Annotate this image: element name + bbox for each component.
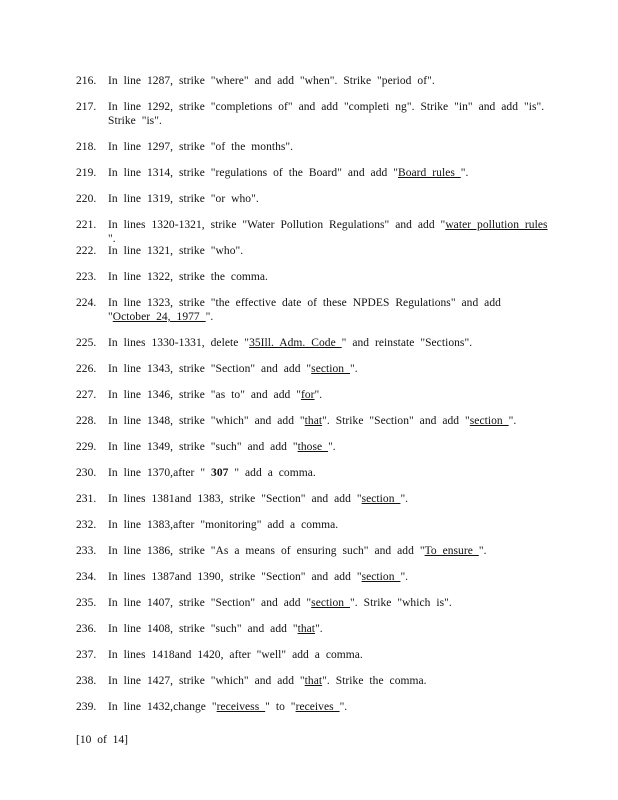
item-text	[108, 414, 548, 428]
item-number: 222.	[76, 245, 97, 257]
bold-reference: 307	[211, 467, 229, 479]
item-text-segment: ".	[314, 389, 323, 401]
item-number: 219.	[76, 167, 97, 179]
underlined-insertion: section	[311, 597, 351, 609]
item-text-segment: In line 1297, strike "of the months".	[108, 141, 294, 153]
item-text-segment: In line 1349, strike "such" and add "	[108, 441, 298, 453]
item-text-segment: ".	[315, 623, 323, 635]
underlined-insertion: Board rules	[397, 167, 461, 179]
item-text	[108, 466, 548, 480]
item-number: 227.	[76, 389, 97, 401]
item-number: 221.	[76, 219, 97, 231]
item-text-segment: ".	[350, 363, 358, 375]
item-number: 216.	[76, 75, 97, 87]
item-text-segment: In line 1321, strike "who".	[108, 245, 244, 257]
item-text	[108, 388, 548, 402]
item-text-segment: " add a comma.	[228, 467, 316, 479]
underlined-insertion: receivess	[216, 701, 266, 713]
item-number: 233.	[76, 545, 97, 557]
item-number: 232.	[76, 519, 97, 531]
item-number: 235.	[76, 597, 97, 609]
underlined-insertion: that	[304, 675, 323, 687]
underlined-insertion: October 24, 1977	[112, 311, 206, 323]
item-text-segment: In lines 1418and 1420, after "well" add a comma.	[108, 649, 363, 661]
item-number: 238.	[76, 675, 97, 687]
item-text-segment: ".	[328, 441, 336, 453]
item-text	[108, 596, 548, 610]
item-text-segment: ".	[508, 415, 517, 427]
item-text	[108, 570, 548, 584]
item-text-segment: ".	[400, 493, 409, 505]
item-text-segment: ".	[400, 571, 409, 583]
item-text	[108, 362, 548, 376]
underlined-insertion: that	[297, 623, 316, 635]
item-text-segment: ".	[478, 545, 487, 557]
item-text	[108, 622, 548, 636]
item-text-segment: In line 1319, strike "or who".	[108, 193, 259, 205]
item-number: 220.	[76, 193, 97, 205]
underlined-insertion: those	[297, 441, 329, 453]
item-text-segment: In line 1314, strike "regulations of the Board" and add "	[108, 167, 398, 179]
item-text	[108, 336, 548, 350]
item-text	[108, 218, 548, 246]
item-number: 217.	[76, 101, 97, 113]
item-number: 231.	[76, 493, 97, 505]
underlined-insertion: that	[304, 415, 323, 427]
item-text	[108, 700, 548, 714]
item-text-segment: In line 1322, strike the comma.	[108, 271, 268, 283]
item-text-segment: In line 1386, strike "As a means of ensuring such" and add "	[108, 545, 425, 557]
item-text-segment: In line 1292, strike "completions of" and add "completi ng". Strike "in" and add "is". Strike "is".	[108, 101, 545, 127]
item-text-segment: ".	[205, 311, 214, 323]
item-number: 224.	[76, 297, 97, 309]
item-number: 239.	[76, 701, 97, 713]
item-text-segment: In line 1370,after "	[108, 467, 212, 479]
item-number: 226.	[76, 363, 97, 375]
page-indicator: [10 of 14]	[76, 734, 128, 746]
item-text-segment: In line 1346, strike "as to" and add "	[108, 389, 301, 401]
item-number: 236.	[76, 623, 97, 635]
item-text-segment: In line 1383,after "monitoring" add a comma.	[108, 519, 339, 531]
item-text-segment: ".	[460, 167, 469, 179]
item-text-segment: ".	[339, 701, 348, 713]
item-text	[108, 244, 548, 258]
item-number: 234.	[76, 571, 97, 583]
underlined-insertion: water pollution rules	[445, 219, 548, 231]
item-text-segment: ". Strike the comma.	[322, 675, 427, 687]
item-text-segment: In lines 1320-1321, strike "Water Pollution Regulations" and add "	[108, 219, 446, 231]
underlined-insertion: section	[361, 571, 401, 583]
item-number: 218.	[76, 141, 97, 153]
underlined-insertion: for	[300, 389, 315, 401]
item-text	[108, 166, 548, 180]
item-text	[108, 140, 548, 154]
item-text-segment: In line 1348, strike "which" and add "	[108, 415, 305, 427]
item-text-segment: In line 1287, strike "where" and add "when". Strike "period of".	[108, 75, 435, 87]
item-text-segment: In lines 1387and 1390, strike "Section" and add "	[108, 571, 362, 583]
item-text	[108, 270, 548, 284]
item-text-segment: In line 1432,change "	[108, 701, 217, 713]
item-text-segment: In line 1343, strike "Section" and add "	[108, 363, 312, 375]
item-text-segment: In line 1323, strike "the effective date of these NPDES Regulations" and add "	[108, 297, 501, 323]
item-number: 225.	[76, 337, 97, 349]
item-text-segment: In line 1427, strike "which" and add "	[108, 675, 305, 687]
underlined-insertion: To ensure	[424, 545, 479, 557]
item-text-segment: " to "	[265, 701, 296, 713]
item-text-segment: ". Strike "which is".	[350, 597, 452, 609]
underlined-insertion: receives	[295, 701, 340, 713]
item-number: 229.	[76, 441, 97, 453]
item-text	[108, 648, 548, 662]
item-text	[108, 100, 548, 128]
item-text	[108, 192, 548, 206]
item-text-segment: ".	[108, 233, 116, 245]
item-text	[108, 518, 548, 532]
item-number: 237.	[76, 649, 97, 661]
item-number: 228.	[76, 415, 97, 427]
item-text	[108, 674, 548, 688]
item-text	[108, 296, 548, 324]
item-text	[108, 74, 548, 88]
item-text-segment: " and reinstate "Sections".	[341, 337, 473, 349]
item-text	[108, 440, 548, 454]
item-text-segment: ". Strike "Section" and add "	[322, 415, 470, 427]
underlined-insertion: 35Ill. Adm. Code	[249, 337, 342, 349]
item-text-segment: In lines 1381and 1383, strike "Section" and add "	[108, 493, 362, 505]
item-number: 223.	[76, 271, 97, 283]
item-number: 230.	[76, 467, 97, 479]
underlined-insertion: section	[469, 415, 509, 427]
item-text-segment: In line 1407, strike "Section" and add "	[108, 597, 312, 609]
item-text	[108, 544, 548, 558]
item-text	[108, 492, 548, 506]
underlined-insertion: section	[361, 493, 401, 505]
item-text-segment: In lines 1330-1331, delete "	[108, 337, 250, 349]
underlined-insertion: section	[311, 363, 351, 375]
item-text-segment: In line 1408, strike "such" and add "	[108, 623, 298, 635]
